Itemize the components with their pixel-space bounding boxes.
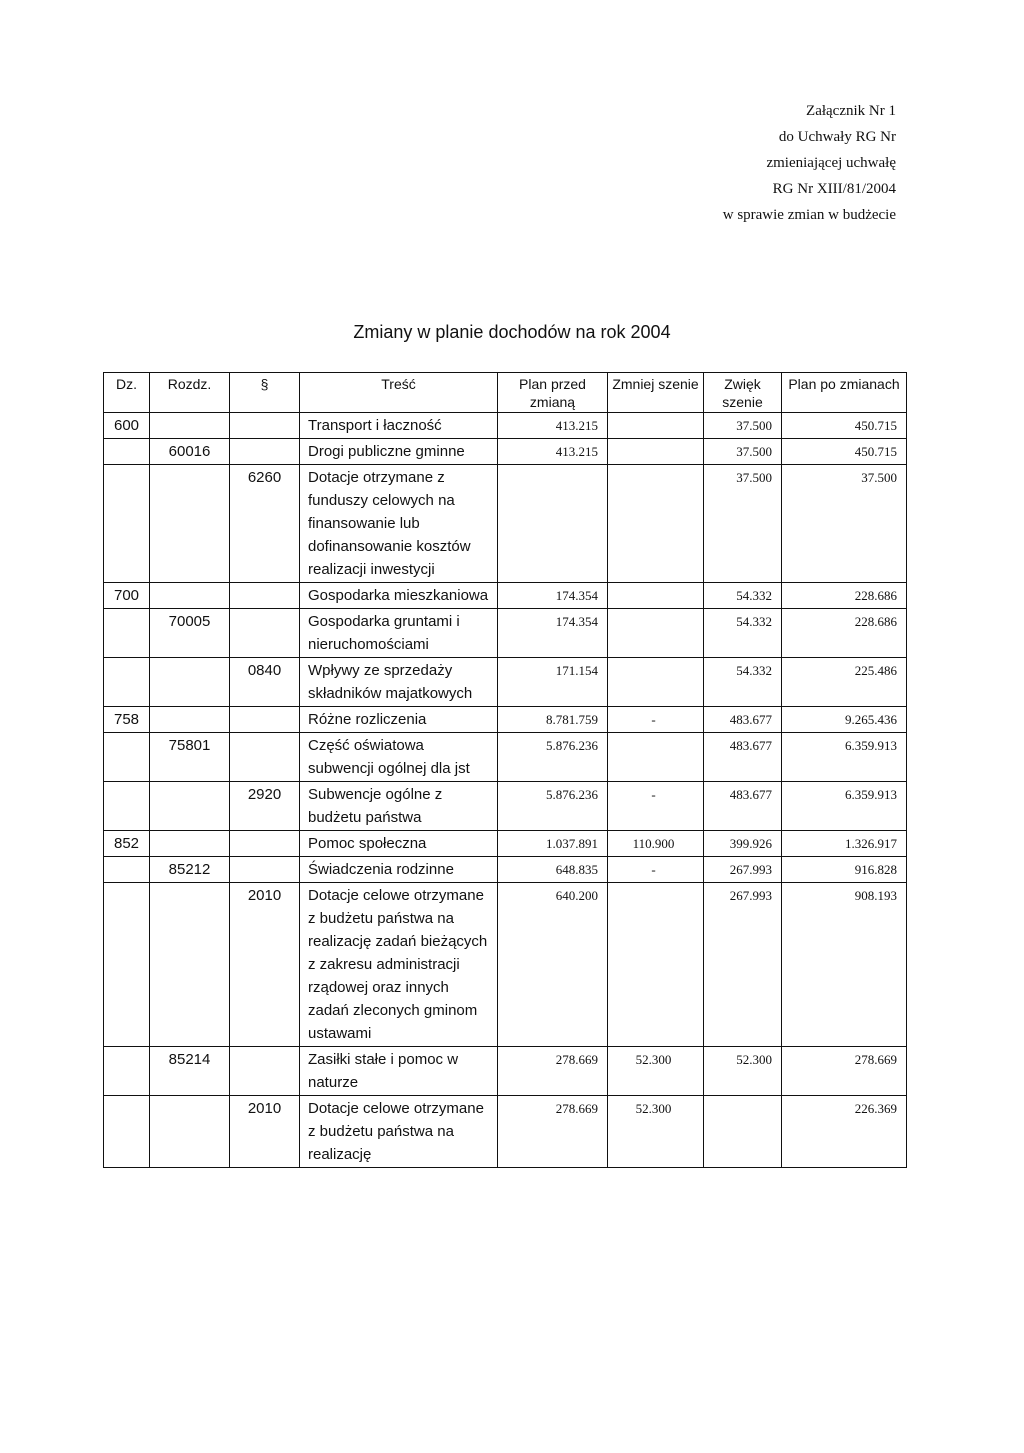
cell-dz	[104, 609, 150, 658]
table-row	[104, 831, 907, 857]
cell-plan-przed: 413.215	[498, 439, 608, 465]
cell-plan-przed	[498, 465, 608, 583]
cell-plan-po: 37.500	[782, 465, 907, 583]
col-header-paragraph: §	[230, 373, 300, 413]
cell-tresc: Część oświatowa subwencji ogólnej dla jst	[300, 733, 498, 782]
cell-tresc: Różne rozliczenia	[300, 707, 498, 733]
cell-rozdz: 85212	[150, 857, 230, 883]
cell-plan-przed: 8.781.759	[498, 707, 608, 733]
cell-zwiekszenie: 54.332	[704, 583, 782, 609]
cell-tresc: Dotacje celowe otrzymane z budżetu państwa na realizację zadań bieżących z zakresu administracji rządowej oraz innych zadań zleconych gminom ustawami	[300, 883, 498, 1047]
table-row	[104, 1096, 907, 1168]
cell-plan-przed: 174.354	[498, 609, 608, 658]
cell-zwiekszenie	[704, 1096, 782, 1168]
cell-tresc: Drogi publiczne gminne	[300, 439, 498, 465]
cell-paragraph: 2010	[230, 883, 300, 1047]
cell-plan-po: 908.193	[782, 883, 907, 1047]
col-header-rozdz: Rozdz.	[150, 373, 230, 413]
cell-zwiekszenie: 267.993	[704, 857, 782, 883]
header-line: w sprawie zmian w budżecie	[722, 207, 896, 223]
cell-rozdz: 60016	[150, 439, 230, 465]
cell-paragraph	[230, 583, 300, 609]
cell-zwiekszenie: 483.677	[704, 707, 782, 733]
cell-tresc: Pomoc społeczna	[300, 831, 498, 857]
table-row	[104, 857, 907, 883]
cell-zwiekszenie: 483.677	[704, 782, 782, 831]
cell-tresc: Dotacje celowe otrzymane z budżetu państwa na realizację	[300, 1096, 498, 1168]
table-row	[104, 658, 907, 707]
cell-dz: 852	[104, 831, 150, 857]
cell-tresc: Transport i łaczność	[300, 413, 498, 439]
cell-tresc: Dotacje otrzymane z funduszy celowych na finansowanie lub dofinansowanie kosztów realizacji inwestycji	[300, 465, 498, 583]
attachment-header	[723, 98, 896, 228]
cell-tresc: Gospodarka mieszkaniowa	[300, 583, 498, 609]
cell-dz	[104, 439, 150, 465]
table-row	[104, 413, 907, 439]
cell-dz: 758	[104, 707, 150, 733]
budget-changes-table	[103, 372, 907, 1168]
cell-rozdz	[150, 782, 230, 831]
cell-rozdz	[150, 413, 230, 439]
col-header-dz: Dz.	[104, 373, 150, 413]
cell-zwiekszenie: 37.500	[704, 413, 782, 439]
cell-paragraph	[230, 609, 300, 658]
cell-paragraph: 0840	[230, 658, 300, 707]
cell-plan-po: 228.686	[782, 583, 907, 609]
cell-plan-przed: 648.835	[498, 857, 608, 883]
header-line: zmieniającej uchwałę	[766, 155, 896, 171]
cell-zmniejszenie	[608, 733, 704, 782]
cell-paragraph: 2920	[230, 782, 300, 831]
cell-plan-po: 916.828	[782, 857, 907, 883]
cell-zwiekszenie: 37.500	[704, 465, 782, 583]
cell-plan-po: 226.369	[782, 1096, 907, 1168]
cell-plan-przed: 5.876.236	[498, 733, 608, 782]
header-line: Załącznik Nr 1	[806, 103, 896, 119]
table-row	[104, 609, 907, 658]
cell-plan-po: 6.359.913	[782, 782, 907, 831]
cell-zmniejszenie: -	[608, 857, 704, 883]
cell-zwiekszenie: 399.926	[704, 831, 782, 857]
col-header-zmniejszenie: Zmniej szenie	[608, 373, 704, 413]
cell-paragraph	[230, 733, 300, 782]
cell-plan-przed: 413.215	[498, 413, 608, 439]
cell-tresc: Zasiłki stałe i pomoc w naturze	[300, 1047, 498, 1096]
table-row	[104, 583, 907, 609]
cell-dz	[104, 1096, 150, 1168]
table-row	[104, 733, 907, 782]
table-row	[104, 883, 907, 1047]
cell-plan-po: 1.326.917	[782, 831, 907, 857]
cell-zwiekszenie: 52.300	[704, 1047, 782, 1096]
cell-zwiekszenie: 267.993	[704, 883, 782, 1047]
cell-tresc: Subwencje ogólne z budżetu państwa	[300, 782, 498, 831]
table-row	[104, 707, 907, 733]
cell-rozdz	[150, 883, 230, 1047]
cell-rozdz	[150, 1096, 230, 1168]
cell-dz: 600	[104, 413, 150, 439]
table-row	[104, 782, 907, 831]
table-row	[104, 439, 907, 465]
cell-dz	[104, 782, 150, 831]
cell-plan-po: 228.686	[782, 609, 907, 658]
col-header-tresc: Treść	[300, 373, 498, 413]
cell-paragraph: 2010	[230, 1096, 300, 1168]
cell-dz	[104, 465, 150, 583]
table-body	[104, 413, 907, 1168]
cell-plan-przed: 174.354	[498, 583, 608, 609]
cell-zwiekszenie: 37.500	[704, 439, 782, 465]
cell-paragraph	[230, 707, 300, 733]
cell-dz	[104, 733, 150, 782]
cell-zmniejszenie: 52.300	[608, 1096, 704, 1168]
cell-paragraph	[230, 1047, 300, 1096]
cell-plan-po: 225.486	[782, 658, 907, 707]
cell-paragraph	[230, 413, 300, 439]
cell-plan-przed: 278.669	[498, 1047, 608, 1096]
cell-zmniejszenie	[608, 583, 704, 609]
header-line: do Uchwały RG Nr	[778, 129, 896, 145]
table-row	[104, 465, 907, 583]
col-header-plan-przed: Plan przed zmianą	[498, 373, 608, 413]
cell-zmniejszenie	[608, 883, 704, 1047]
cell-rozdz	[150, 658, 230, 707]
cell-plan-po: 450.715	[782, 413, 907, 439]
cell-zmniejszenie: 52.300	[608, 1047, 704, 1096]
cell-paragraph	[230, 857, 300, 883]
cell-zmniejszenie: -	[608, 707, 704, 733]
cell-plan-przed: 5.876.236	[498, 782, 608, 831]
cell-rozdz	[150, 583, 230, 609]
cell-dz: 700	[104, 583, 150, 609]
cell-paragraph: 6260	[230, 465, 300, 583]
cell-tresc: Wpływy ze sprzedaży składników majatkowych	[300, 658, 498, 707]
col-header-plan-po: Plan po zmianach	[782, 373, 907, 413]
cell-zmniejszenie	[608, 439, 704, 465]
cell-plan-po: 450.715	[782, 439, 907, 465]
cell-zmniejszenie: -	[608, 782, 704, 831]
cell-plan-przed: 278.669	[498, 1096, 608, 1168]
cell-plan-po: 9.265.436	[782, 707, 907, 733]
cell-dz	[104, 857, 150, 883]
cell-plan-przed: 1.037.891	[498, 831, 608, 857]
cell-zwiekszenie: 483.677	[704, 733, 782, 782]
cell-rozdz: 85214	[150, 1047, 230, 1096]
table-row	[104, 1047, 907, 1096]
cell-zmniejszenie	[608, 609, 704, 658]
cell-dz	[104, 658, 150, 707]
header-line: RG Nr XIII/81/2004	[772, 181, 896, 197]
cell-tresc: Gospodarka gruntami i nieruchomościami	[300, 609, 498, 658]
cell-zmniejszenie	[608, 658, 704, 707]
cell-rozdz	[150, 707, 230, 733]
cell-rozdz: 70005	[150, 609, 230, 658]
col-header-zwiekszenie: Zwięk szenie	[704, 373, 782, 413]
cell-rozdz	[150, 831, 230, 857]
cell-zmniejszenie: 110.900	[608, 831, 704, 857]
cell-plan-po: 278.669	[782, 1047, 907, 1096]
document-title: Zmiany w planie dochodów na rok 2004	[353, 322, 671, 342]
cell-tresc: Świadczenia rodzinne	[300, 857, 498, 883]
table-header-row	[104, 373, 907, 413]
cell-paragraph	[230, 831, 300, 857]
cell-plan-po: 6.359.913	[782, 733, 907, 782]
cell-plan-przed: 640.200	[498, 883, 608, 1047]
cell-zwiekszenie: 54.332	[704, 658, 782, 707]
cell-zwiekszenie: 54.332	[704, 609, 782, 658]
cell-dz	[104, 883, 150, 1047]
cell-rozdz: 75801	[150, 733, 230, 782]
cell-paragraph	[230, 439, 300, 465]
cell-dz	[104, 1047, 150, 1096]
cell-zmniejszenie	[608, 413, 704, 439]
cell-plan-przed: 171.154	[498, 658, 608, 707]
cell-zmniejszenie	[608, 465, 704, 583]
cell-rozdz	[150, 465, 230, 583]
